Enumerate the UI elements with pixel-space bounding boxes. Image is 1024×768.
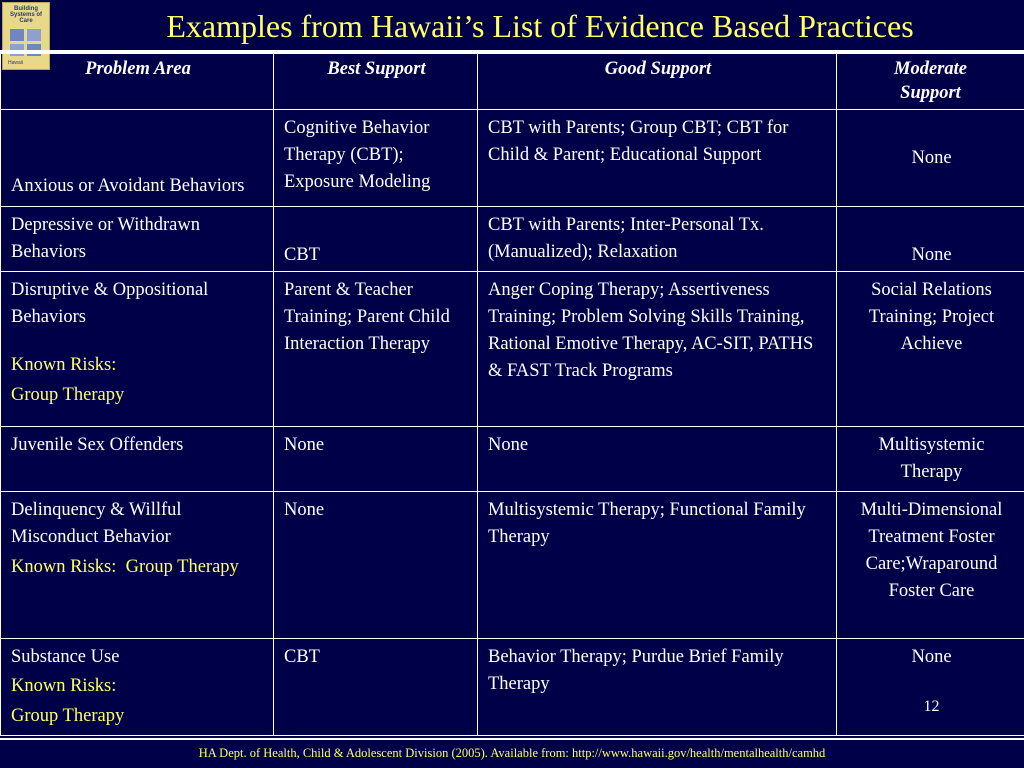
best-cell: CBT <box>274 207 478 272</box>
problem-text: Substance Use <box>11 647 120 667</box>
good-cell: Multisystemic Therapy; Functional Family Therapy <box>478 492 837 639</box>
good-cell: None <box>478 427 837 492</box>
table-row <box>1 639 1024 736</box>
known-risks-label: Known Risks: <box>11 355 117 375</box>
problem-cell <box>1 492 274 639</box>
problem-text: Disruptive & Oppositional Behaviors <box>11 280 209 327</box>
citation-footer: HA Dept. of Health, Child & Adolescent Division (2005). Available from: http://www.hawaii.gov/health/mentalhealth/camhd <box>198 746 826 760</box>
good-cell: CBT with Parents; Inter-Personal Tx. (Manualized); Relaxation <box>478 207 837 272</box>
good-cell: Behavior Therapy; Purdue Brief Family Therapy <box>478 639 837 736</box>
table-row <box>1 492 1024 639</box>
table-row <box>1 207 1024 272</box>
header-problem-area: Problem Area <box>1 54 274 110</box>
known-risks-label: Known Risks: <box>11 676 117 696</box>
table-row <box>1 427 1024 492</box>
problem-cell: Anxious or Avoidant Behaviors <box>1 110 274 207</box>
best-cell: None <box>274 492 478 639</box>
header-best-support: Best Support <box>274 54 478 110</box>
moderate-cell: Multisystemic Therapy <box>837 427 1024 492</box>
table-row <box>1 110 1024 207</box>
problem-text: Delinquency & Willful Misconduct Behavior <box>11 500 182 547</box>
page-number: 12 <box>923 698 940 715</box>
moderate-cell: None <box>837 110 1024 207</box>
logo-text: Building Systems of Care <box>9 6 42 24</box>
slide-title: Examples from Hawaii’s List of Evidence Based Practices <box>166 8 914 44</box>
best-cell: Cognitive Behavior Therapy (CBT); Exposure Modeling <box>274 110 478 207</box>
evidence-table <box>0 53 1024 736</box>
known-risks-text: Known Risks: Group Therapy <box>11 557 239 577</box>
moderate-cell: None <box>837 207 1024 272</box>
best-cell: Parent & Teacher Training; Parent Child Interaction Therapy <box>274 272 478 427</box>
best-cell: None <box>274 427 478 492</box>
good-cell: CBT with Parents; Group CBT; CBT for Child & Parent; Educational Support <box>478 110 837 207</box>
good-cell: Anger Coping Therapy; Assertiveness Training; Problem Solving Skills Training, Rational Emotive Therapy, AC-SIT, PATHS & FAST Track Programs <box>478 272 837 427</box>
known-risks-value: Group Therapy <box>11 385 125 405</box>
logo-foot: Hawaii <box>8 60 24 66</box>
table-row <box>1 272 1024 427</box>
moderate-cell <box>837 639 1024 736</box>
best-cell: CBT <box>274 639 478 736</box>
header-row <box>1 54 1024 110</box>
problem-cell: Juvenile Sex Offenders <box>1 427 274 492</box>
footer-divider <box>0 738 1024 740</box>
problem-cell: Depressive or Withdrawn Behaviors <box>1 207 274 272</box>
moderate-cell: Multi-Dimensional Treatment Foster Care;Wraparound Foster Care <box>837 492 1024 639</box>
header-good-support: Good Support <box>478 54 837 110</box>
known-risks-value: Group Therapy <box>11 706 125 726</box>
moderate-cell: Social Relations Training; Project Achieve <box>837 272 1024 427</box>
problem-cell <box>1 272 274 427</box>
header-moderate-support: Moderate Support <box>837 54 1024 110</box>
problem-cell <box>1 639 274 736</box>
moderate-text: None <box>911 647 952 667</box>
